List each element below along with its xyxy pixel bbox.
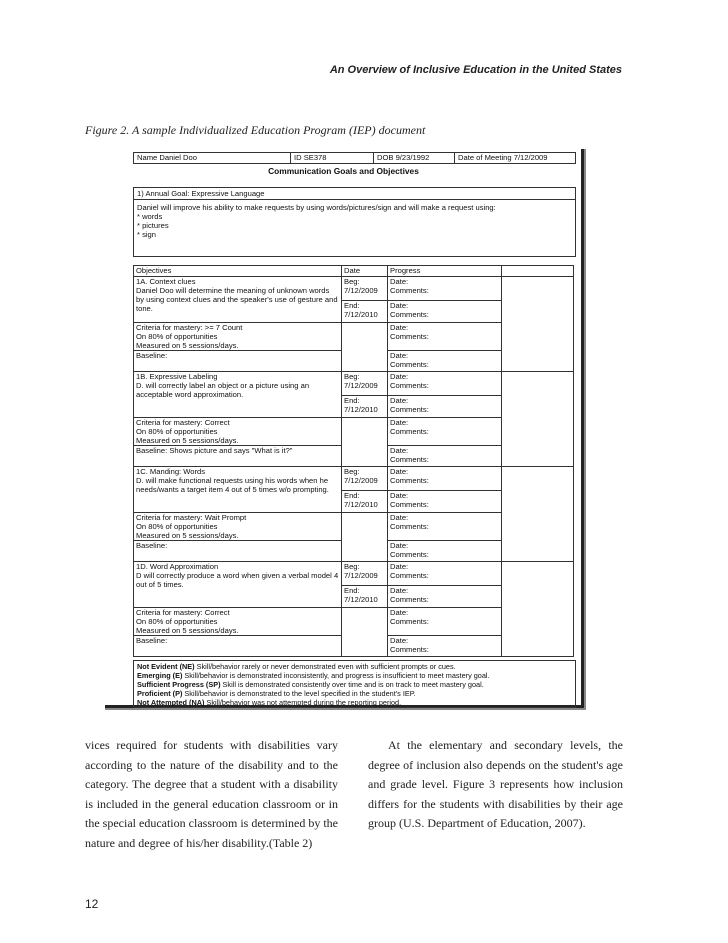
end-date-cell: End: 7/12/2010 bbox=[342, 396, 388, 418]
progress-cell: Date: Comments: bbox=[388, 446, 502, 467]
legend-item bbox=[137, 671, 572, 680]
body-paragraph: vices required for students with disabilities vary according to the nature of the disability and to the category. The degree that a student with a disability is included in the general education classroom or in the special education classroom is determined by the nature and degree of his/her disability.(Table 2) bbox=[85, 738, 338, 850]
criteria-cell: Criteria for mastery: Correct On 80% of opportunities Measured on 5 sessions/days. bbox=[134, 608, 342, 636]
goal-item: * words bbox=[137, 212, 163, 221]
criteria-cell: Criteria for mastery: Wait Prompt On 80% of opportunities Measured on 5 sessions/days. bbox=[134, 513, 342, 541]
blank-cell bbox=[502, 562, 574, 657]
student-id: ID SE378 bbox=[291, 153, 374, 163]
begin-date-cell: Beg: 7/12/2009 bbox=[342, 562, 388, 586]
baseline-cell: Baseline: bbox=[134, 636, 342, 657]
iep-document-image bbox=[103, 147, 584, 708]
baseline-cell: Baseline: bbox=[134, 541, 342, 562]
meeting-date: Date of Meeting 7/12/2009 bbox=[458, 153, 548, 162]
objective-row bbox=[134, 467, 574, 491]
progress-cell: Date: Comments: bbox=[388, 608, 502, 636]
progress-cell: Date: Comments: bbox=[388, 467, 502, 491]
col-objectives: Objectives bbox=[134, 266, 342, 277]
legend-description: Skill/behavior is demonstrated inconsistently, and progress is insufficient to meet mastery goal. bbox=[182, 671, 490, 680]
objective-cell: 1A. Context clues Daniel Doo will determine the meaning of unknown words by using context clues and the speaker's use of gesture and tone. bbox=[134, 277, 342, 323]
begin-date-cell: Beg: 7/12/2009 bbox=[342, 372, 388, 396]
criteria-cell: Criteria for mastery: Correct On 80% of opportunities Measured on 5 sessions/days. bbox=[134, 418, 342, 446]
figure-caption: Figure 2. A sample Individualized Education Program (IEP) document bbox=[85, 123, 426, 137]
annual-goal-text bbox=[134, 200, 575, 239]
progress-cell: Date: Comments: bbox=[388, 491, 502, 513]
progress-cell: Date: Comments: bbox=[388, 323, 502, 351]
legend-term: Emerging (E) bbox=[137, 671, 183, 680]
end-date-cell: End: 7/12/2010 bbox=[342, 301, 388, 323]
body-column-right bbox=[368, 736, 623, 834]
rating-legend bbox=[133, 660, 576, 708]
legend-item bbox=[137, 689, 572, 698]
legend-description: Skill/behavior rarely or never demonstrated even with sufficient prompts or cues. bbox=[194, 662, 456, 671]
page-number: 12 bbox=[85, 897, 99, 911]
goal-item: * pictures bbox=[137, 221, 169, 230]
progress-cell: Date: Comments: bbox=[388, 372, 502, 396]
legend-term: Proficient (P) bbox=[137, 689, 183, 698]
progress-cell: Date: Comments: bbox=[388, 351, 502, 372]
blank-cell bbox=[502, 277, 574, 372]
blank-cell bbox=[342, 608, 388, 657]
legend-item bbox=[137, 698, 572, 707]
objective-cell: 1C. Manding: Words D. will make functional requests using his words when he needs/wants a target item 4 out of 5 times w/o prompting. bbox=[134, 467, 342, 513]
annual-goal-box bbox=[133, 187, 576, 257]
iep-header-row bbox=[133, 152, 576, 164]
legend-term: Sufficient Progress (SP) bbox=[137, 680, 221, 689]
end-date-cell: End: 7/12/2010 bbox=[342, 586, 388, 608]
blank-cell bbox=[342, 418, 388, 467]
baseline-cell: Baseline: bbox=[134, 351, 342, 372]
body-paragraph: At the elementary and secondary levels, the degree of inclusion also depends on the student's age and grade level. Figure 3 represents how inclusion differs for the students with disabilities by their age group (U.S. Department of Education, 2007). bbox=[368, 738, 623, 831]
begin-date-cell: Beg: 7/12/2009 bbox=[342, 467, 388, 491]
objective-row bbox=[134, 277, 574, 301]
blank-cell bbox=[502, 372, 574, 467]
end-date-cell: End: 7/12/2010 bbox=[342, 491, 388, 513]
objective-cell: 1B. Expressive Labeling D. will correctly label an object or a picture using an acceptable word approximation. bbox=[134, 372, 342, 418]
col-date: Date bbox=[342, 266, 388, 277]
blank-cell bbox=[342, 513, 388, 562]
legend-term: Not Attempted (NA) bbox=[137, 698, 205, 707]
blank-cell bbox=[342, 323, 388, 372]
legend-description: Skill is demonstrated consistently over time and is on track to meet mastery goal. bbox=[220, 680, 484, 689]
progress-cell: Date: Comments: bbox=[388, 301, 502, 323]
student-name: Name Daniel Doo bbox=[134, 153, 291, 163]
progress-cell: Date: Comments: bbox=[388, 586, 502, 608]
progress-cell: Date: Comments: bbox=[388, 562, 502, 586]
student-dob: DOB 9/23/1992 bbox=[374, 153, 455, 163]
goal-description: Daniel will improve his ability to make requests by using words/pictures/sign and will make a request using: bbox=[137, 203, 496, 212]
legend-description: Skill/behavior was not attempted during the reporting period. bbox=[204, 698, 402, 707]
annual-goal-title: 1) Annual Goal: Expressive Language bbox=[134, 188, 575, 200]
progress-cell: Date: Comments: bbox=[388, 277, 502, 301]
col-blank bbox=[502, 266, 574, 277]
body-column-left bbox=[85, 736, 338, 854]
baseline-cell: Baseline: Shows picture and says "What is it?" bbox=[134, 446, 342, 467]
legend-term: Not Evident (NE) bbox=[137, 662, 195, 671]
criteria-cell: Criteria for mastery: >= 7 Count On 80% of opportunities Measured on 5 sessions/days. bbox=[134, 323, 342, 351]
col-progress: Progress bbox=[388, 266, 502, 277]
progress-cell: Date: Comments: bbox=[388, 513, 502, 541]
objective-row bbox=[134, 562, 574, 586]
section-title: Communication Goals and Objectives bbox=[268, 166, 419, 176]
objective-row bbox=[134, 372, 574, 396]
legend-item bbox=[137, 662, 572, 671]
objectives-table bbox=[133, 265, 574, 657]
legend-description: Skill/behavior is demonstrated to the level specified in the student's IEP. bbox=[182, 689, 416, 698]
blank-cell bbox=[502, 467, 574, 562]
running-header: An Overview of Inclusive Education in the United States bbox=[329, 64, 622, 76]
progress-cell: Date: Comments: bbox=[388, 636, 502, 657]
progress-cell: Date: Comments: bbox=[388, 418, 502, 446]
legend-item bbox=[137, 680, 572, 689]
goal-item: * sign bbox=[137, 230, 156, 239]
begin-date-cell: Beg: 7/12/2009 bbox=[342, 277, 388, 301]
progress-cell: Date: Comments: bbox=[388, 541, 502, 562]
objective-cell: 1D. Word Approximation D will correctly produce a word when given a verbal model 4 out of 5 times. bbox=[134, 562, 342, 608]
progress-cell: Date: Comments: bbox=[388, 396, 502, 418]
